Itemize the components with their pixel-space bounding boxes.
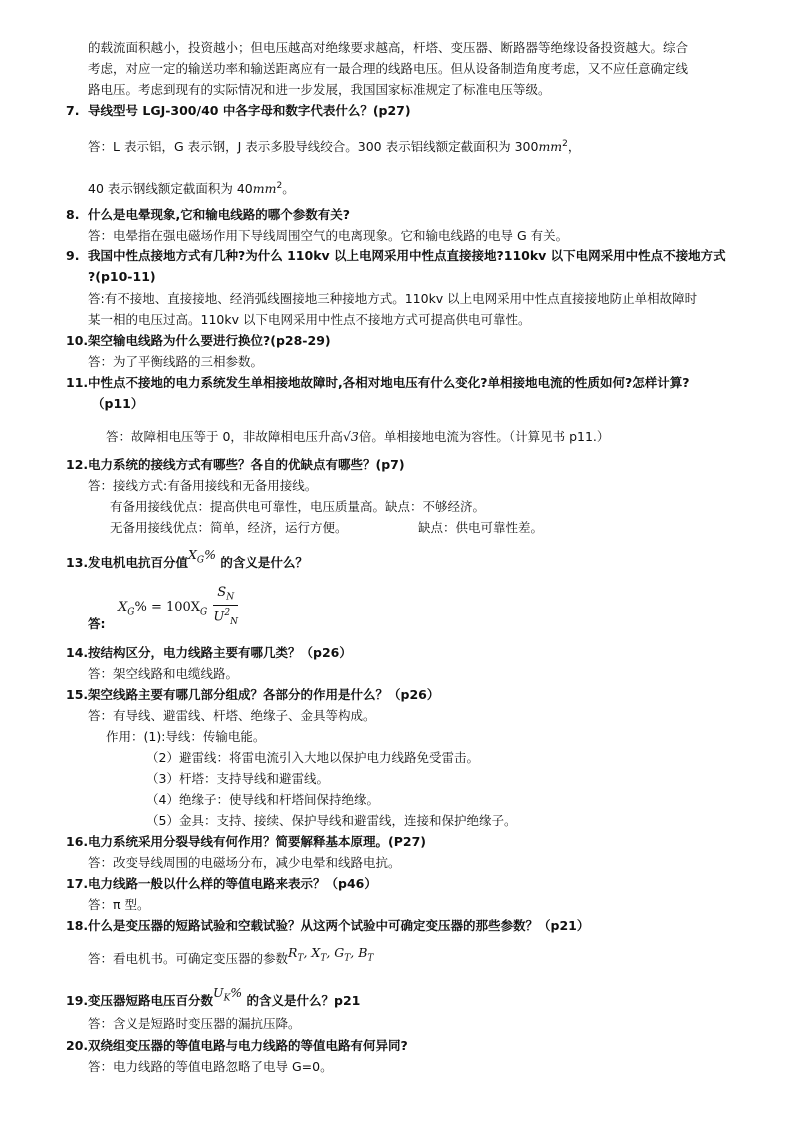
q19-number: 19. bbox=[66, 993, 89, 1008]
q16-answer: 答：改变导线周围的电磁场分布，减少电晕和线路电抗。 bbox=[88, 855, 401, 870]
q14-answer: 答：架空线路和电缆线路。 bbox=[88, 666, 239, 681]
q15-answer-line-2: 作用：(1):导线：传输电能。 bbox=[106, 729, 266, 744]
q7-number: 7. bbox=[66, 103, 80, 118]
q20-question: 双绕组变压器的等值电路与电力线路的等值电路有何异同? bbox=[88, 1038, 408, 1053]
q10-question: 架空输电线路为什么要进行换位?(p28-29) bbox=[88, 333, 331, 348]
intro-line-2: 考虑，对应一定的输送功率和输送距离应有一最合理的线路电压。但从设备制造角度考虑，又不应任意确定线 bbox=[88, 61, 689, 76]
q9-number: 9. bbox=[66, 248, 80, 263]
transformer-params: $R_T$, $X_T$, $G_T$, $B_T$ bbox=[288, 945, 374, 964]
uk-symbol: $U_K\%$ bbox=[213, 985, 243, 1004]
q11-answer: 答：故障相电压等于 0，非故障相电压升高√3倍。单相接地电流为容性。（计算见书 p11.） bbox=[106, 429, 610, 444]
q15-answer-line-5: （4）绝缘子：使导线和杆塔间保持绝缘。 bbox=[146, 792, 379, 807]
q15-question: 架空线路主要有哪几部分组成？各部分的作用是什么？（p26） bbox=[88, 687, 440, 702]
q15-answer-line-4: （3）杆塔：支持导线和避雷线。 bbox=[146, 771, 329, 786]
q14-number: 14. bbox=[66, 645, 89, 660]
q10-answer: 答：为了平衡线路的三相参数。 bbox=[88, 354, 264, 369]
q15-number: 15. bbox=[66, 687, 89, 702]
q15-answer-line-6: （5）金具：支持、接续、保护导线和避雷线，连接和保护绝缘子。 bbox=[146, 813, 517, 828]
q8-number: 8. bbox=[66, 207, 80, 222]
q9-answer-line-2: 某一相的电压过高。110kv 以下电网采用中性点不接地方式可提高供电可靠性。 bbox=[88, 312, 531, 327]
sqrt3-symbol: √3 bbox=[342, 429, 359, 444]
q12-answer-line-2: 有备用接线优点：提高供电可靠性，电压质量高。缺点：不够经济。 bbox=[110, 499, 486, 514]
q8-question: 什么是电晕现象,它和输电线路的哪个参数有关? bbox=[88, 207, 351, 222]
q18-number: 18. bbox=[66, 918, 89, 933]
q15-answer-line-3: （2）避雷线：将雷电流引入大地以保护电力线路免受雷击。 bbox=[146, 750, 479, 765]
q13-answer-label: 答: bbox=[88, 616, 106, 631]
q18-answer: 答：看电机书。可确定变压器的参数$R_T$, $X_T$, $G_T$, $B_T$ bbox=[88, 945, 374, 966]
q12-answer-line-3a: 无备用接线优点：简单，经济，运行方便。 bbox=[110, 520, 348, 535]
q19-question: 变压器短路电压百分数$U_K\%$ 的含义是什么？p21 bbox=[88, 985, 361, 1008]
q9-answer-line-1: 答:有不接地、直接接地、经消弧线圈接地三种接地方式。110kv 以上电网采用中性点直接接地防止单相故障时 bbox=[88, 291, 698, 306]
q18-question: 什么是变压器的短路试验和空载试验？从这两个试验中可确定变压器的那些参数？（p21） bbox=[88, 918, 590, 933]
q12-number: 12. bbox=[66, 457, 89, 472]
q16-number: 16. bbox=[66, 834, 89, 849]
q20-number: 20. bbox=[66, 1038, 89, 1053]
intro-line-3: 路电压。考虑到现有的实际情况和进一步发展，我国国家标准规定了标准电压等级。 bbox=[88, 82, 551, 97]
q14-question: 按结构区分，电力线路主要有哪几类？（p26） bbox=[88, 645, 352, 660]
q16-question: 电力系统采用分裂导线有何作用？简要解释基本原理。(P27) bbox=[88, 834, 426, 849]
xg-formula: $X_G\% = 100X_G$ $\frac{S_N}{U^2_N}$ bbox=[118, 585, 238, 627]
q20-answer: 答：电力线路的等值电路忽略了电导 G=0。 bbox=[88, 1059, 333, 1074]
intro-line-1: 的载流面积越小，投资越小；但电压越高对绝缘要求越高，杆塔、变压器、断路器等绝缘设备投资越大。综合 bbox=[88, 40, 689, 55]
formula-fraction: $\frac{S_N}{U^2_N}$ bbox=[213, 585, 238, 627]
q7-answer-line-1: 答：L 表示铝，G 表示钢，J 表示多股导线绞合。300 表示铝线额定截面积为 $300mm^2$， bbox=[88, 139, 581, 155]
q12-answer-line-3b: 缺点：供电可靠性差。 bbox=[418, 520, 544, 535]
q7-question: 导线型号 LGJ-300/40 中各字母和数字代表什么？(p27) bbox=[88, 103, 411, 118]
q13-number: 13. bbox=[66, 555, 89, 570]
q12-question: 电力系统的接线方式有哪些？各自的优缺点有哪些？(p7) bbox=[88, 457, 405, 472]
q11-question-line-2: （p11） bbox=[92, 396, 144, 411]
q9-question-line-1: 我国中性点接地方式有几种?为什么 110kv 以上电网采用中性点直接接地?110kv 以下电网采用中性点不接地方式 bbox=[88, 248, 726, 263]
q12-answer-line-1: 答：接线方式:有备用接线和无备用接线。 bbox=[88, 478, 318, 493]
q17-number: 17. bbox=[66, 876, 89, 891]
q9-question-line-2: ?(p10-11) bbox=[88, 269, 156, 284]
q19-answer: 答：含义是短路时变压器的漏抗压降。 bbox=[88, 1016, 301, 1031]
q10-number: 10. bbox=[66, 333, 89, 348]
q7-answer-line-2: 40 表示钢线额定截面积为 $40mm^2$。 bbox=[88, 181, 295, 197]
xg-symbol: $X_G\%$ bbox=[188, 547, 217, 566]
q15-answer-line-1: 答：有导线、避雷线、杆塔、绝缘子、金具等构成。 bbox=[88, 708, 376, 723]
q13-question: 发电机电抗百分值$X_G\%$ 的含义是什么？ bbox=[88, 547, 308, 570]
q11-question-line-1: 中性点不接地的电力系统发生单相接地故障时,各相对地电压有什么变化?单相接地电流的性质如何?怎样计算? bbox=[88, 375, 690, 390]
q11-number: 11. bbox=[66, 375, 89, 390]
q8-answer: 答：电晕指在强电磁场作用下导线周围空气的电离现象。它和输电线路的电导 G 有关。 bbox=[88, 228, 569, 243]
q17-question: 电力线路一般以什么样的等值电路来表示？（p46） bbox=[88, 876, 377, 891]
q17-answer: 答：π 型。 bbox=[88, 897, 150, 912]
